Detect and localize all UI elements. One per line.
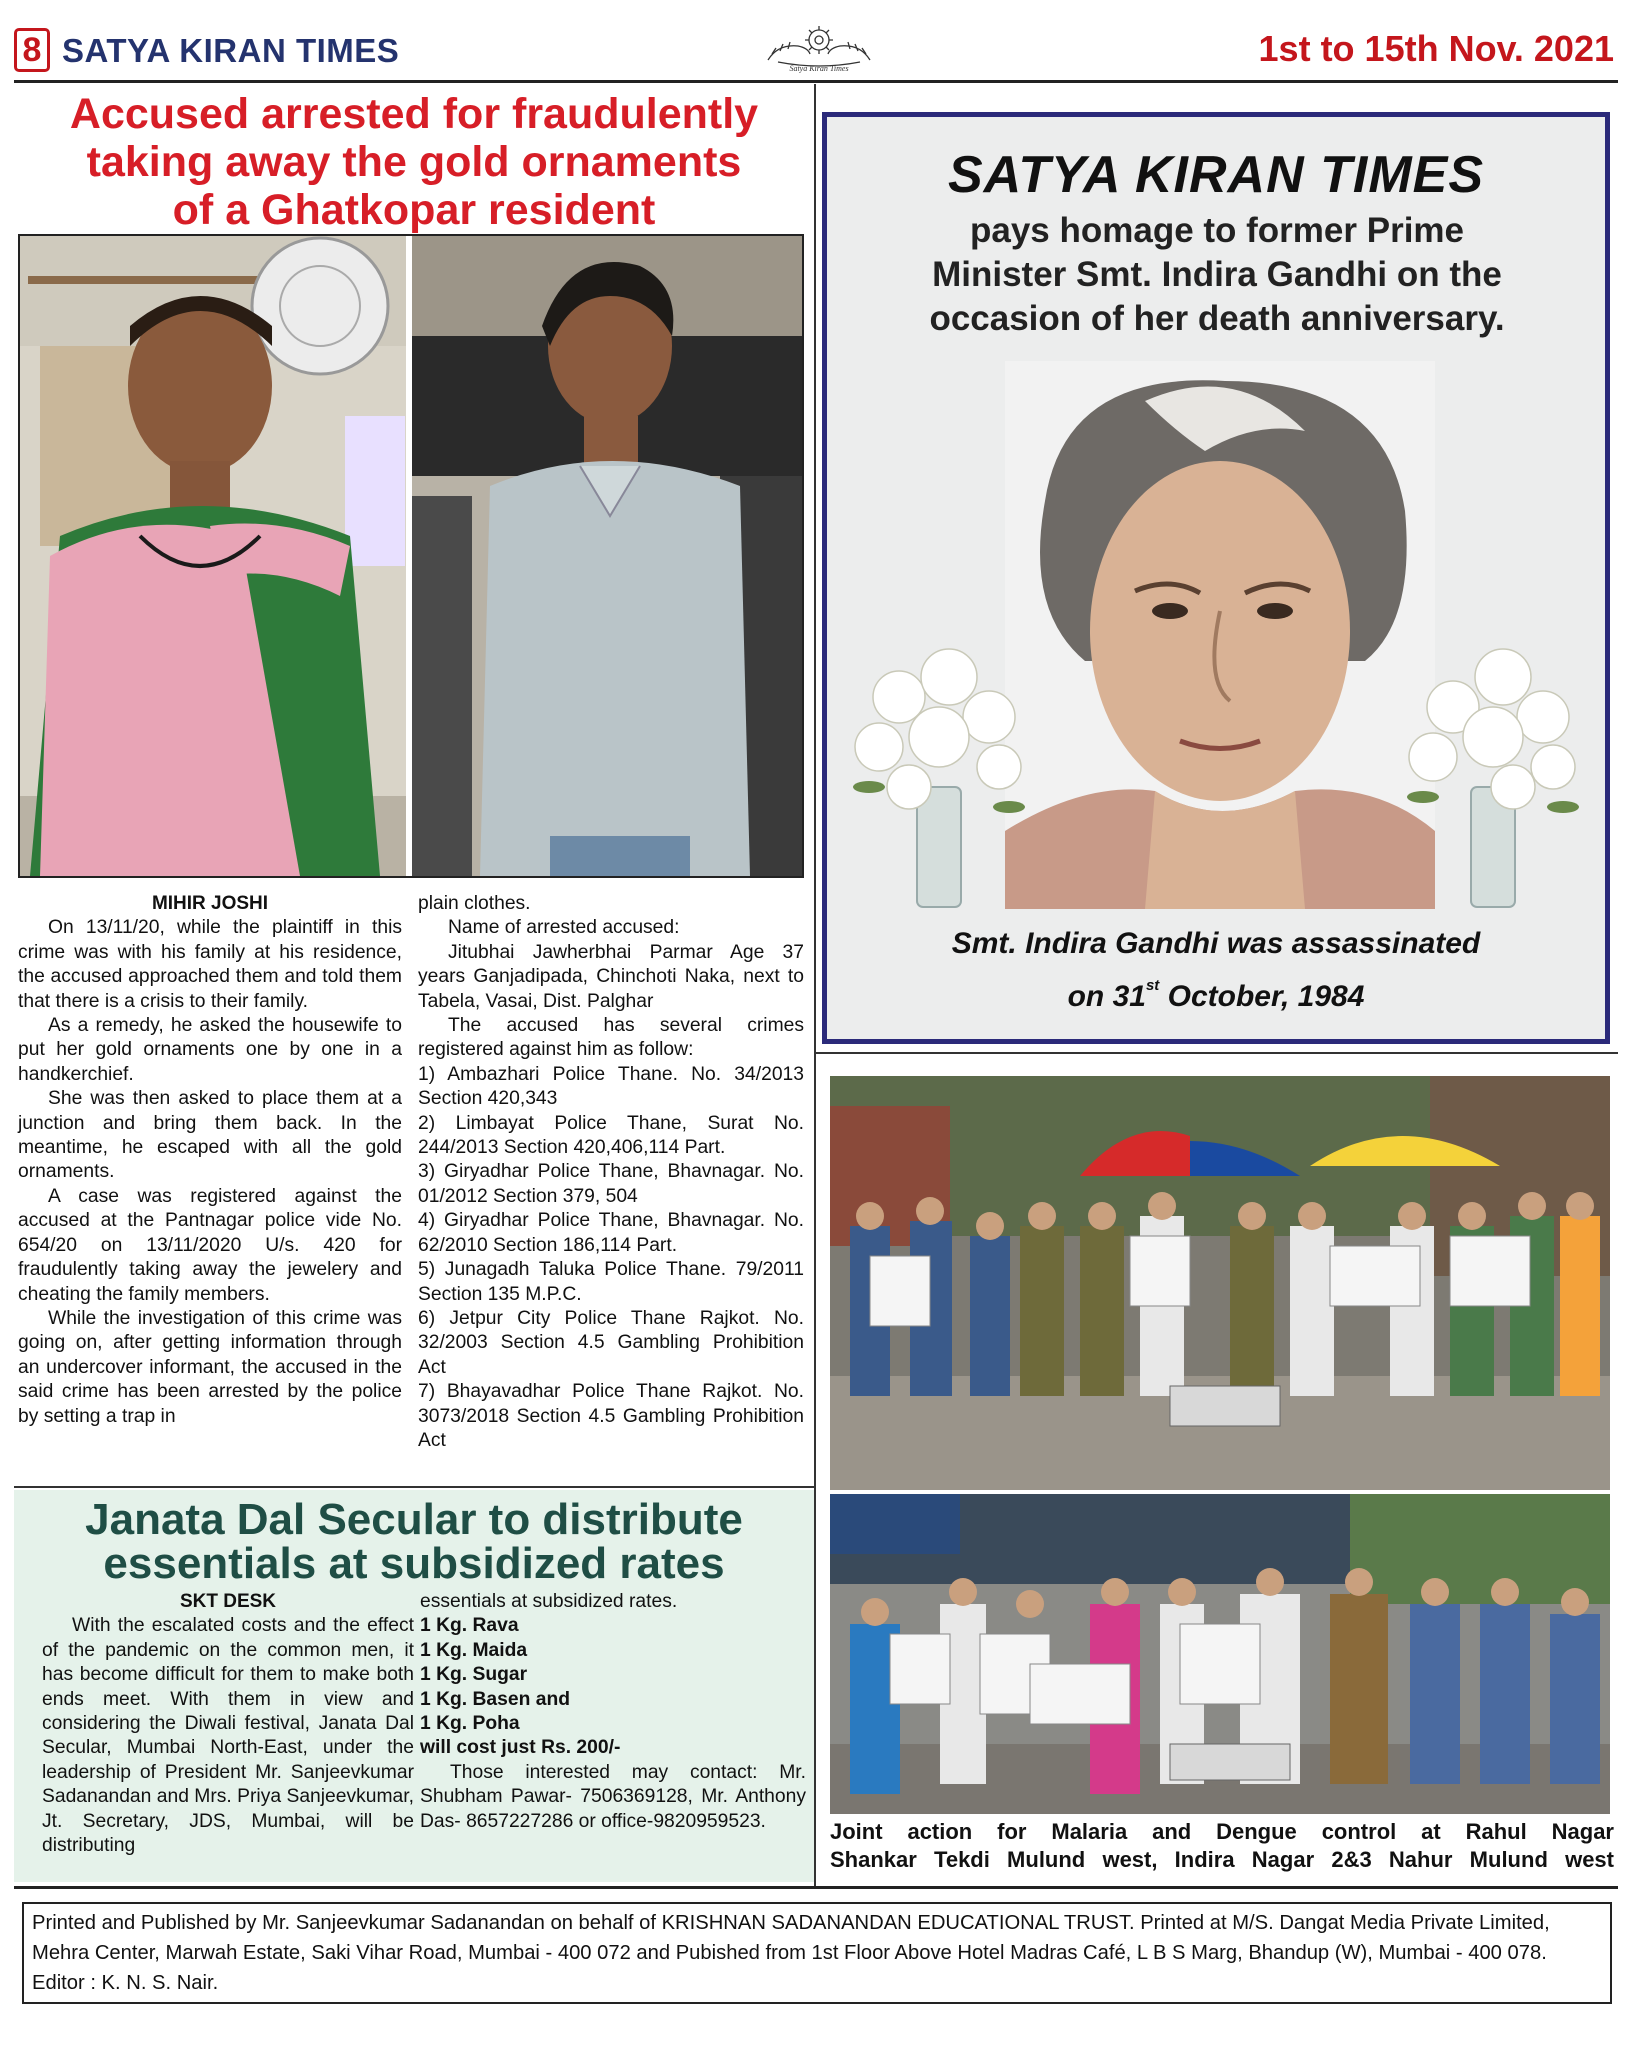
article-paragraph: A case was registered against the accused at the Pantnagar police vide No. 654/20 on 13/11/2020 U/s. 420 for fraudulently taking away the jewelery and cheating the family members. xyxy=(18,1185,402,1305)
homage-line: occasion of her death anniversary. xyxy=(929,299,1505,338)
logo-text: Satya Kiran Times xyxy=(789,64,849,73)
crime-record: 1) Ambazhari Police Thane. No. 34/2013 Section 420,343 xyxy=(418,1063,804,1110)
crime-record: 5) Junagadh Taluka Police Thane. 79/2011 Section 135 M.P.C. xyxy=(418,1259,804,1305)
article-paragraph: On 13/11/20, while the plaintiff in this crime was with his family at his residence, the accused approached them and told them that there is a crisis to their family. xyxy=(18,917,402,1012)
headline-line: Janata Dal Secular to distribute xyxy=(85,1495,743,1544)
section-divider xyxy=(816,1052,1618,1054)
homage-message xyxy=(847,209,1587,341)
essentials-list xyxy=(420,1614,806,1760)
list-item: 1 Kg. Sugar xyxy=(420,1664,528,1686)
portrait-photo xyxy=(1005,361,1435,909)
price-line: will cost just Rs. 200/- xyxy=(420,1737,621,1759)
byline: SKT DESK xyxy=(179,1591,277,1612)
headline-line: of a Ghatkopar resident xyxy=(172,186,656,234)
janata-dal-article xyxy=(14,1490,814,1882)
campaign-photo-2 xyxy=(830,1494,1610,1814)
article-paragraph: While the investigation of this crime was going on, after getting information through an undercover informant, the accused in the said crime has been arrested by the police by setting a trap in xyxy=(18,1307,402,1427)
headline-line: essentials at subsidized rates xyxy=(103,1539,725,1588)
article-paragraph: Name of arrested accused: xyxy=(448,917,680,939)
article-headline xyxy=(14,90,814,234)
campaign-photo-1 xyxy=(830,1076,1610,1490)
article-paragraph: plain clothes. xyxy=(418,893,531,914)
list-item: 1 Kg. Poha xyxy=(420,1713,520,1735)
caption-date-suffix: st xyxy=(1145,977,1160,994)
homage-caption xyxy=(827,923,1605,1018)
flower-vase-icon xyxy=(839,637,1039,909)
article-column-2 xyxy=(420,1590,806,1834)
accused-photo-right xyxy=(412,236,802,876)
photo-caption xyxy=(830,1818,1614,1874)
column-divider xyxy=(814,84,816,1886)
list-item: 1 Kg. Basen and xyxy=(420,1688,571,1710)
flower-vase-icon xyxy=(1393,637,1593,909)
crime-record: 3) Giryadhar Police Thane, Bhavnagar. No. 01/2012 Section 379, 504 xyxy=(418,1161,804,1207)
caption-line: Joint action for Malaria and Dengue control at Rahul Nagar xyxy=(830,1819,1614,1844)
caption-line: Shankar Tekdi Mulund west, Indira Nagar 2&3 Nahur Mulund west xyxy=(830,1847,1614,1872)
imprint: Printed and Published by Mr. Sanjeevkumar Sadanandan on behalf of KRISHNAN SADANANDAN EDUCATIONAL TRUST. Printed at M/S. Dangat Media Private Limited, Mehra Center, Marwah Estate, Saki Vihar Road, Mumbai - 400 072 and Pubished from 1st Floor Above Hotel Madras Café, L B S Marg, Bhandup (W), Mumbai - 400 078. Editor : K. N. S. Nair. xyxy=(22,1902,1612,2004)
caption-line: Smt. Indira Gandhi was assassinated xyxy=(951,927,1481,960)
byline: MIHIR JOSHI xyxy=(151,893,269,914)
newspaper-logo xyxy=(758,24,880,74)
article-paragraph: Those interested may contact: Mr. Shubham Pawar- 7506369128, Mr. Anthony Das- 8657227286 or office-9820959523. xyxy=(420,1761,806,1832)
article-paragraph: The accused has several crimes registered against him as follow: xyxy=(418,1015,804,1061)
paper-name: SATYA KIRAN TIMES xyxy=(62,32,400,69)
article-paragraph: She was then asked to place them at a junction and bring them back. In the meantime, he escaped with all the gold ornaments. xyxy=(18,1088,402,1183)
article-column-1 xyxy=(42,1590,414,1858)
homage-line: Minister Smt. Indira Gandhi on the xyxy=(932,255,1502,294)
article-paragraph: As a remedy, he asked the housewife to put her gold ornaments one by one in a handkerchief. xyxy=(18,1015,402,1085)
homage-line: pays homage to former Prime xyxy=(969,211,1465,250)
masthead xyxy=(14,24,1618,76)
crime-record: 4) Giryadhar Police Thane, Bhavnagar. No. 62/2010 Section 186,114 Part. xyxy=(418,1210,804,1256)
crime-record: 6) Jetpur City Police Thane Rajkot. No. 32/2003 Section 4.5 Gambling Prohibition Act xyxy=(418,1307,804,1378)
article-paragraph: With the escalated costs and the effect of the pandemic on the common men, it has become difficult for them to make both ends meet. With them in view and considering the Diwali festival, Janata Dal Secular, Mumbai North-East, under the leadership of President Mr. Sanjeevkumar Sadanandan and Mrs. Priya Sanjeevkumar, Jt. Secretary, JDS, Mumbai, will be distributing xyxy=(42,1615,414,1857)
footer-rule xyxy=(14,1886,1618,1889)
article-column-1 xyxy=(18,892,402,1429)
article-paragraph: Jitubhai Jawherbhai Parmar Age 37 years Ganjadipada, Chinchoti Naka, next to Tabela, Vasai, Dist. Palghar xyxy=(418,941,804,1012)
masthead-rule xyxy=(14,80,1618,83)
accused-photo-left xyxy=(20,236,406,876)
article-headline xyxy=(14,1495,814,1588)
article-column-2 xyxy=(418,892,804,1453)
article-paragraph: essentials at subsidized rates. xyxy=(420,1591,678,1612)
headline-line: taking away the gold ornaments xyxy=(86,138,742,186)
list-item: 1 Kg. Maida xyxy=(420,1639,528,1661)
accused-photos xyxy=(18,234,804,878)
section-divider xyxy=(14,1486,814,1488)
homage-paper-name: SATYA KIRAN TIMES xyxy=(947,146,1485,204)
caption-date-rest: October, 1984 xyxy=(1159,980,1365,1013)
crime-record: 7) Bhayavadhar Police Thane Rajkot. No. 3073/2018 Section 4.5 Gambling Prohibition Act xyxy=(418,1381,804,1451)
page-number: 8 xyxy=(14,28,50,72)
list-item: 1 Kg. Rava xyxy=(420,1615,519,1637)
issue-date: 1st to 15th Nov. 2021 xyxy=(1258,28,1614,69)
homage-box xyxy=(822,112,1610,1044)
crime-record: 2) Limbayat Police Thane, Surat No. 244/2013 Section 420,406,114 Part. xyxy=(418,1112,804,1159)
headline-line: Accused arrested for fraudulently xyxy=(69,90,759,138)
caption-date: on 31 xyxy=(1067,980,1146,1013)
